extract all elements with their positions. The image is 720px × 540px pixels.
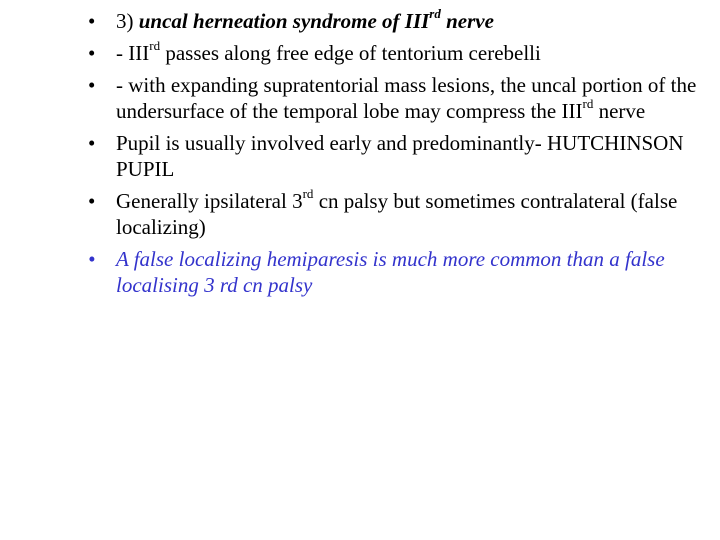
bullet-icon: • [88,189,96,213]
bullet-icon: • [88,73,96,97]
bullet-icon: • [88,131,96,155]
bullet-item-mass-lesions [88,72,708,124]
bullet-text-start: - III [116,41,150,65]
bullet-icon: • [88,9,96,33]
bullet-prefix: 3) [116,9,139,33]
bullet-text-start: Generally ipsilateral 3 [116,189,303,213]
bullet-item-tentorium [88,40,708,66]
bullet-text: Pupil is usually involved early and predominantly- HUTCHINSON PUPIL [116,131,684,181]
bullet-text-start: - with expanding supratentorial mass lesions, the uncal portion of the undersurface of the temporal lobe may compress the III [116,73,697,123]
superscript: rd [582,96,594,111]
bullet-icon: • [88,247,96,271]
bullet-text: A false localizing hemiparesis is much more common than a false localising 3 rd cn palsy [116,247,665,297]
superscript: rd [429,6,441,21]
bullet-emphasis: uncal herneation syndrome of III [138,9,430,33]
bullet-emphasis-end: nerve [440,9,494,33]
bullet-item-uncal-herniation [88,8,708,34]
bullet-text-end: cn palsy but sometimes contralateral (false localizing) [116,189,678,239]
bullet-text-end: nerve [593,99,646,123]
bullet-item-pupil [88,130,708,182]
bullet-item-ipsilateral [88,188,708,240]
bullet-icon: • [88,41,96,65]
superscript: rd [149,38,161,53]
bullet-text-end: passes along free edge of tentorium cerebelli [160,41,541,65]
bullet-list [88,8,708,304]
superscript: rd [302,186,314,201]
bullet-item-false-localizing [88,246,708,298]
